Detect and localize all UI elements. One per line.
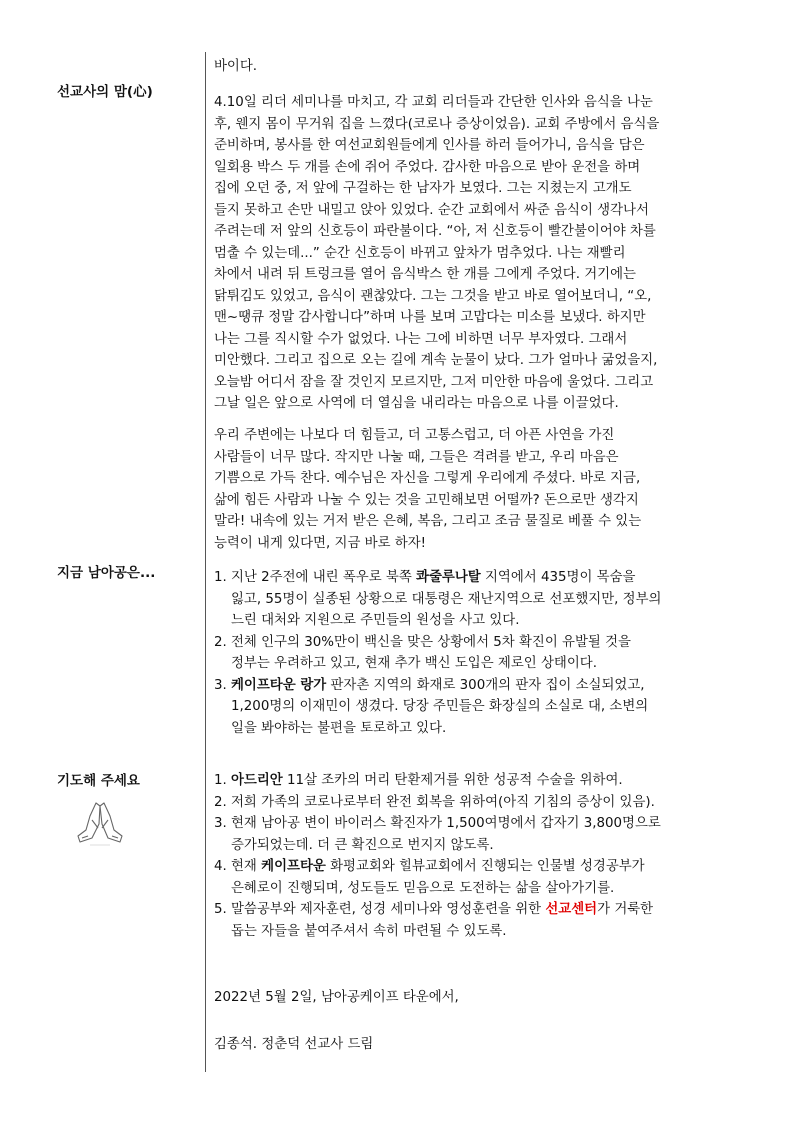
item-text: 지역에서 435명이 목숨을 bbox=[480, 570, 636, 585]
story-line: 닭튀김도 있었고, 음식이 괜찮았다. 그는 그것을 받고 바로 열어보더니, “오, bbox=[214, 288, 652, 304]
list-item bbox=[214, 899, 734, 942]
story-line: 들지 못하고 손만 내밀고 앉아 있었다. 순간 교회에서 싸준 음식이 생각나서 bbox=[214, 202, 649, 218]
item-text: 11살 조카의 머리 탄환제거를 위한 성공적 수술을 위하여. bbox=[282, 773, 623, 788]
list-item bbox=[214, 632, 734, 675]
story-line: 4.10일 리더 세미나를 마치고, 각 교회 리더들과 간단한 인사와 음식을 나눈 bbox=[214, 95, 653, 110]
story-line: 멈출 수 있는데...” 순간 신호등이 바뀌고 앞차가 멈추었다. 나는 재빨리 bbox=[214, 245, 626, 261]
label-heart: 선교사의 맘(心) bbox=[57, 84, 153, 100]
vertical-divider bbox=[205, 52, 206, 1072]
reflection-line: 능력이 내게 있다면, 지금 바로 하자! bbox=[214, 535, 427, 551]
story-line: 일회용 박스 두 개를 손에 쥐어 주었다. 감사한 마음으로 받아 운전을 하며 bbox=[214, 159, 641, 175]
list-item bbox=[214, 813, 734, 856]
item-text: 판자촌 지역의 화재로 300개의 판자 집이 소실되었고, bbox=[326, 677, 645, 693]
item-continuation: 돕는 자들을 붙여주셔서 속히 마련될 수 있도록. bbox=[231, 923, 507, 939]
item-first-line bbox=[231, 567, 734, 589]
story-line: 집에 오던 중, 저 앞에 구걸하는 한 남자가 보였다. 그는 지쳤는지 고개도 bbox=[214, 181, 632, 196]
item-text: 저희 가족의 코로나로부터 완전 회복을 위하여(아직 기침의 증상이 있음). bbox=[231, 794, 655, 810]
item-continuation: 1,200명의 이재민이 생겼다. 당장 주민들은 화장실의 소실로 대, 소변의 bbox=[231, 699, 649, 714]
date-line: 2022년 5월 2일, 남아공케이프 타운에서, bbox=[214, 990, 459, 1005]
item-text: 현재 bbox=[231, 859, 262, 874]
story-line: 그날 일은 앞으로 사역에 더 열심을 내리라는 마음으로 나를 이끌었다. bbox=[214, 396, 619, 411]
story-line: 미안했다. 그리고 집으로 오는 길에 계속 눈물이 났다. 그가 얼마나 굶었을지, bbox=[214, 353, 658, 368]
item-text: 현재 남아공 변이 바이러스 확진자가 1,500여명에서 갑자기 3,800명으로 bbox=[231, 816, 661, 831]
signature: 김종석. 정춘덕 선교사 드림 bbox=[214, 1037, 374, 1052]
item-text: 말씀공부와 제자훈련, 성경 세미나와 영성훈련을 위한 bbox=[231, 902, 546, 917]
story-line: 준비하며, 봉사를 한 여선교회원들에게 인사를 하러 들어가니, 음식을 담은 bbox=[214, 138, 645, 153]
story-line: 차에서 내려 뒤 트렁크를 열어 음식박스 한 개를 그에게 주었다. 거기에는 bbox=[214, 267, 636, 282]
reflection-line: 삶에 힘든 사람과 나눌 수 있는 것을 고민해보면 어떨까? 돈으로만 생각지 bbox=[214, 492, 639, 508]
item-first-line bbox=[231, 675, 734, 697]
item-first-line bbox=[231, 856, 734, 878]
praying-hands-icon bbox=[72, 800, 128, 846]
item-emphasis: 케이프타운 랑가 bbox=[231, 677, 327, 693]
list-item bbox=[214, 856, 734, 899]
item-first-line bbox=[231, 792, 734, 814]
item-emphasis: 아드리안 bbox=[231, 773, 283, 788]
label-pray: 기도해 주세요 bbox=[57, 773, 140, 789]
list-item bbox=[214, 675, 734, 740]
reflection-paragraph bbox=[214, 425, 734, 554]
item-emphasis: 콰줄루나탈 bbox=[416, 570, 481, 585]
item-number: 1. bbox=[214, 773, 227, 788]
story-paragraph bbox=[214, 92, 734, 415]
intro-tail: 바이다. bbox=[214, 59, 258, 74]
item-emphasis: 케이프타운 bbox=[261, 859, 326, 874]
list-item bbox=[214, 792, 734, 814]
item-number: 3. bbox=[214, 816, 227, 831]
item-continuation: 정부는 우려하고 있고, 현재 추가 백신 도입은 제로인 상태이다. bbox=[231, 656, 597, 671]
item-first-line bbox=[231, 899, 734, 921]
item-number: 5. bbox=[214, 902, 227, 917]
prayer-list bbox=[214, 770, 734, 942]
reflection-line: 말라! 내속에 있는 거저 받은 은혜, 복음, 그리고 조금 물질로 베풀 수 있는 bbox=[214, 514, 642, 529]
story-line: 맨~땡큐 정말 감사합니다”하며 나를 보며 고맙다는 미소를 보냈다. 하지만 bbox=[214, 310, 646, 325]
item-text: 전체 인구의 30%만이 백신을 맞은 상황에서 5차 확진이 유발될 것을 bbox=[231, 634, 631, 650]
item-highlight: 선교센터 bbox=[545, 902, 598, 917]
item-number: 1. bbox=[214, 570, 227, 585]
item-text: 화평교회와 힐뷰교회에서 진행되는 인물별 성경공부가 bbox=[325, 859, 645, 874]
story-line: 후, 웬지 몸이 무거워 집을 느꼈다(코로나 증상이었음). 교회 주방에서 음식을 bbox=[214, 116, 660, 132]
reflection-line: 우리 주변에는 나보다 더 힘들고, 더 고통스럽고, 더 아픈 사연을 가진 bbox=[214, 428, 615, 443]
news-list bbox=[214, 567, 734, 739]
item-number: 3. bbox=[214, 677, 227, 693]
reflection-line: 기쁨으로 가득 찬다. 예수님은 자신을 그렇게 우리에게 주셨다. 바로 지금, bbox=[214, 471, 641, 486]
story-line: 오늘밤 어디서 잠을 잘 것인지 모르지만, 그저 미안한 마음에 울었다. 그리고 bbox=[214, 374, 654, 390]
item-continuation: 느린 대처와 지원으로 주민들의 원성을 사고 있다. bbox=[231, 613, 520, 628]
item-number: 2. bbox=[214, 794, 227, 810]
item-first-line bbox=[231, 813, 734, 835]
item-number: 4. bbox=[214, 859, 227, 874]
label-now: 지금 남아공은... bbox=[57, 565, 156, 581]
item-text: 지난 2주전에 내린 폭우로 북쪽 bbox=[231, 570, 417, 585]
item-continuation: 증가되었는데. 더 큰 확진으로 번지지 않도록. bbox=[231, 837, 494, 853]
item-first-line bbox=[231, 632, 734, 654]
item-continuation: 은혜로이 진행되며, 성도들도 믿음으로 도전하는 삶을 살아가기를. bbox=[231, 880, 615, 896]
list-item bbox=[214, 770, 734, 792]
reflection-line: 사람들이 너무 많다. 작지만 나눌 때, 그들은 격려를 받고, 우리 마음은 bbox=[214, 449, 619, 465]
story-line: 나는 그를 직시할 수가 없었다. 나는 그에 비하면 너무 부자였다. 그래서 bbox=[214, 331, 628, 347]
item-first-line bbox=[231, 770, 734, 792]
story-line: 주려는데 저 앞의 신호등이 파란불이다. “아, 저 신호등이 빨간불이어야 차를 bbox=[214, 224, 656, 239]
item-continuation: 잃고, 55명이 실종된 상황으로 대통령은 재난지역으로 선포했지만, 정부의 bbox=[231, 591, 662, 607]
item-number: 2. bbox=[214, 634, 227, 650]
item-text: 가 거룩한 bbox=[597, 902, 654, 917]
list-item bbox=[214, 567, 734, 632]
item-continuation: 일을 봐야하는 불편을 토로하고 있다. bbox=[231, 720, 447, 736]
